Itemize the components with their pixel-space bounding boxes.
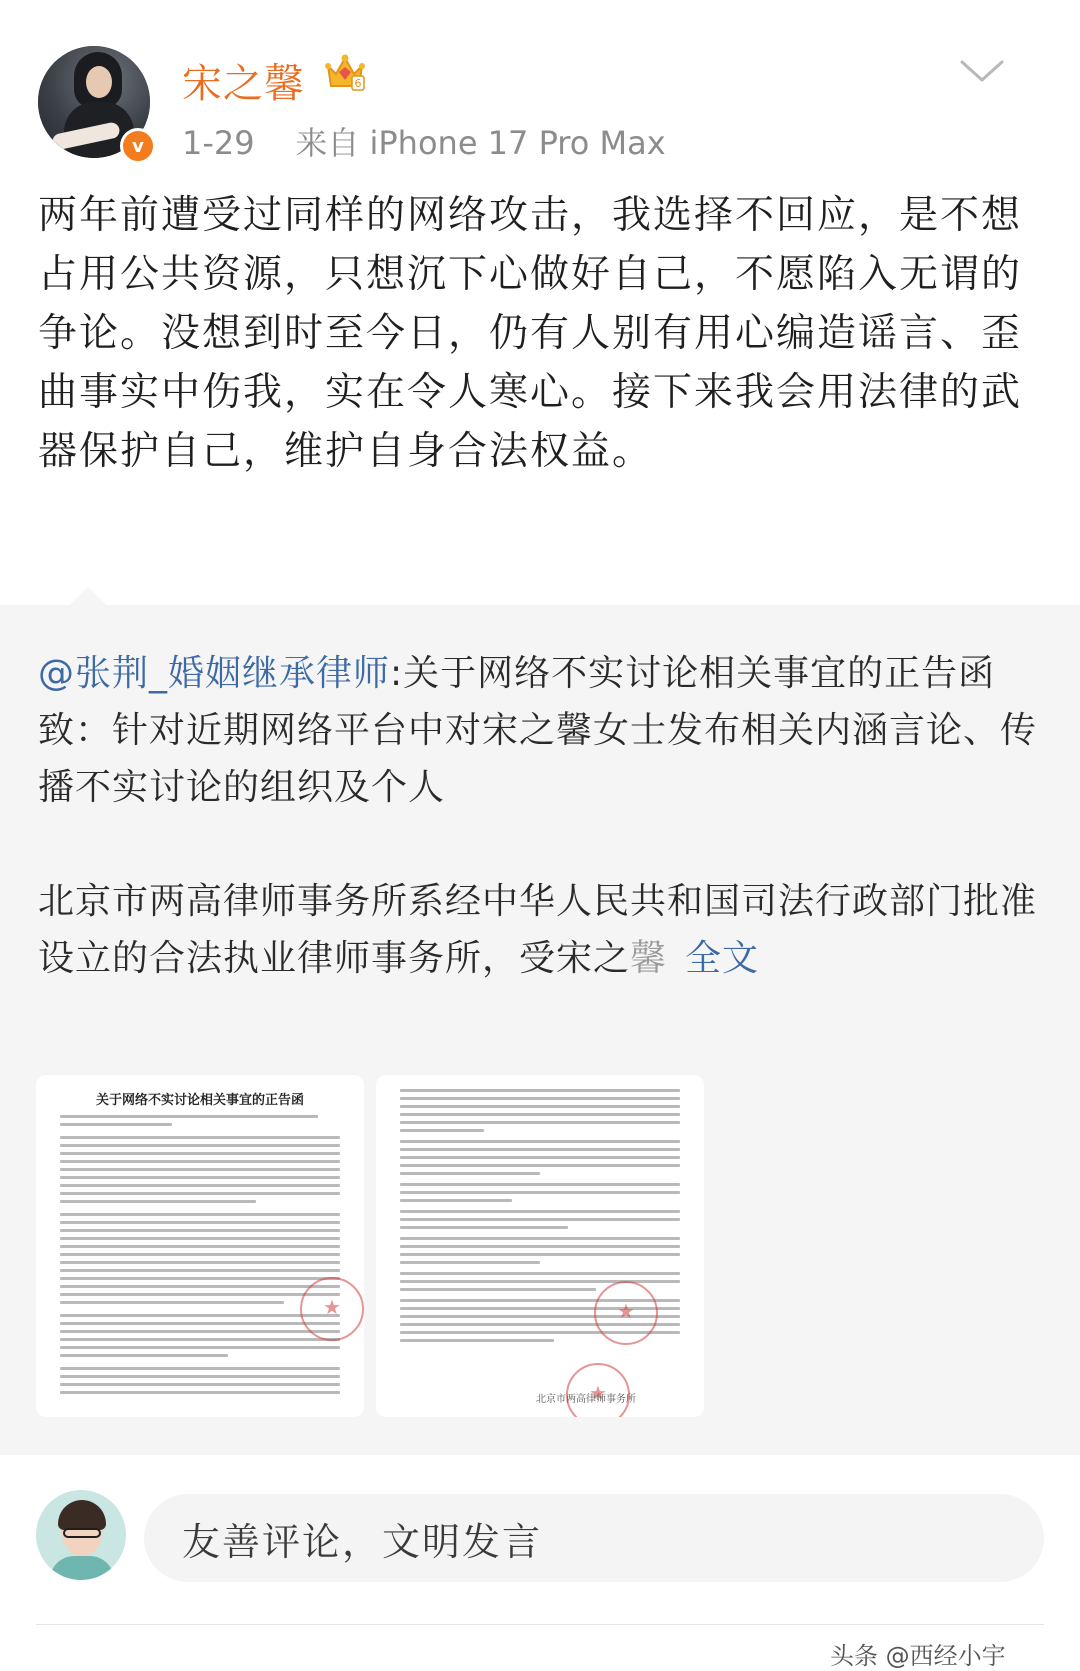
repost-body-fade: 馨 — [630, 938, 668, 979]
document-footer: 北京市两高律师事务所 — [536, 1394, 636, 1405]
comment-input[interactable] — [144, 1494, 1044, 1582]
comment-placeholder: 友善评论，文明发言 — [182, 1519, 543, 1564]
repost-recipient: 致：针对近期网络平台中对宋之馨女士发布相关内涵言论、传播不实讨论的组织及个人 — [38, 710, 1038, 808]
repost-text — [38, 645, 1048, 987]
chevron-down-icon[interactable] — [958, 58, 1006, 86]
repost-body-excerpt: 北京市两高律师事务所系经中华人民共和国司法行政部门批准设立的合法执业律师事务所，受宋之 — [38, 881, 1038, 979]
post-meta — [182, 118, 666, 164]
post-text: 两年前遭受过同样的网络攻击，我选择不回应，是不想占用公共资源，只想沉下心做好自己，不愿陷入无谓的争论。没想到时至今日，仍有人别有用心编造谣言、歪曲事实中伤我，实在令人寒心。接下来我会用法律的武器保护自己，维护自身合法权益。 — [38, 193, 1023, 474]
document-text-lines — [60, 1115, 340, 1399]
attachment-image[interactable] — [36, 1075, 364, 1417]
post-source: 来自 iPhone 17 Pro Max — [295, 124, 666, 162]
repost-author-mention[interactable]: @张荆_婚姻继承律师 — [38, 653, 391, 694]
watermark: 头条 @西经小宇 — [830, 1642, 1006, 1670]
full-text-link[interactable]: 全文 — [685, 938, 760, 979]
repost-pointer — [70, 587, 106, 605]
divider — [36, 1624, 1044, 1625]
official-seal-icon — [594, 1281, 658, 1345]
crown-level-badge-icon — [324, 52, 366, 92]
official-seal-icon — [300, 1277, 364, 1341]
author-name[interactable]: 宋之馨 — [182, 61, 305, 107]
quoted-repost[interactable] — [0, 605, 1080, 1455]
document-title: 关于网络不实讨论相关事宜的正告函 — [95, 1093, 304, 1108]
verified-badge-icon: v — [120, 128, 156, 164]
current-user-avatar[interactable] — [36, 1490, 126, 1580]
post-timestamp: 1-29 — [182, 124, 255, 162]
badge-level-text: 6 — [354, 77, 362, 90]
attachment-image[interactable] — [376, 1075, 704, 1417]
repost-headline: :关于网络不实讨论相关事宜的正告函 — [390, 653, 996, 694]
